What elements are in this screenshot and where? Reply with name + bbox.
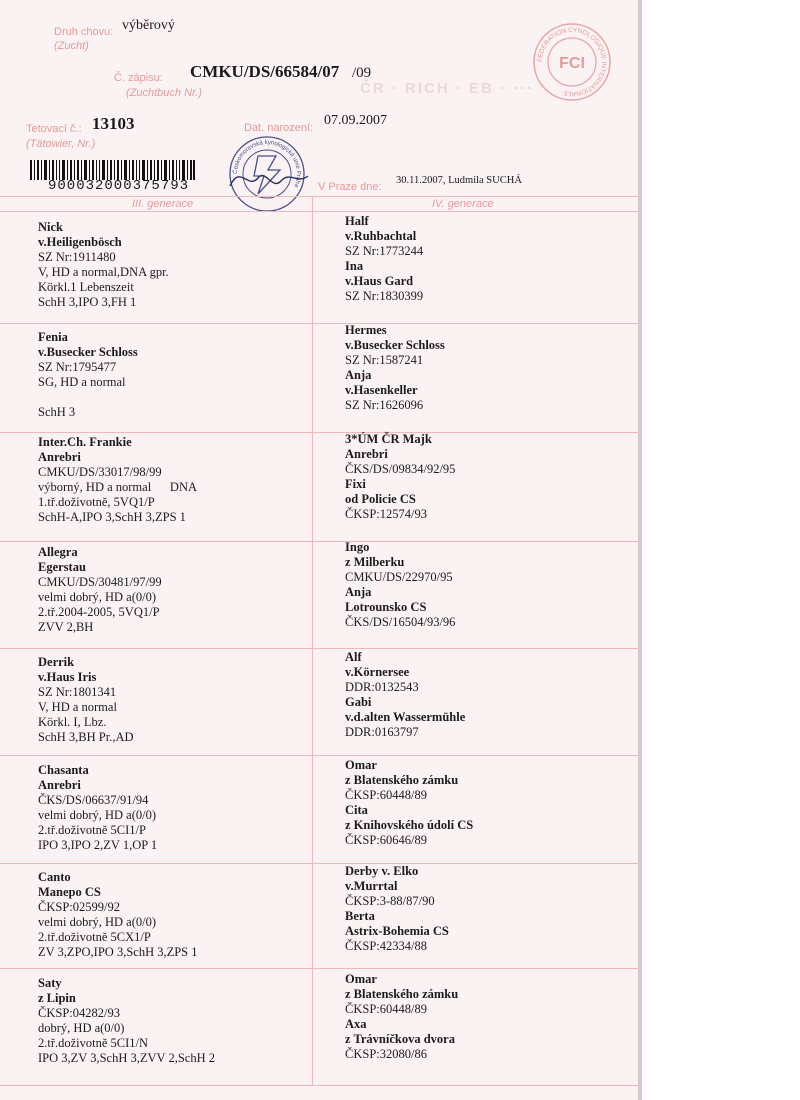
grid-line xyxy=(0,968,638,969)
barcode xyxy=(30,160,195,180)
ancestor-kennel: Anrebri xyxy=(38,778,81,792)
gen4-pair-1 xyxy=(345,214,423,304)
ancestor-reg: CMKU/DS/30481/97/99 xyxy=(38,575,162,589)
grid-line xyxy=(0,1085,638,1086)
sire-kennel: v.Busecker Schloss xyxy=(345,338,445,352)
dam-kennel: v.Hasenkeller xyxy=(345,383,418,397)
page-edge xyxy=(638,0,642,1100)
gen3-ancestor-6 xyxy=(38,763,157,853)
ancestor-rating: výborný, HD a normal DNA xyxy=(38,480,198,494)
ancestor-kennel: v.Haus Iris xyxy=(38,670,97,684)
ancestor-rating: velmi dobrý, HD a(0/0) xyxy=(38,590,157,604)
sire-reg: DDR:0132543 xyxy=(345,680,419,694)
dam-reg: ČKSP:12574/93 xyxy=(345,507,427,521)
gen3-ancestor-2 xyxy=(38,330,138,420)
gen4-pair-3 xyxy=(345,432,455,522)
ancestor-class: Körkl. I, Lbz. xyxy=(38,715,107,729)
ancestor-rating: velmi dobrý, HD a(0/0) xyxy=(38,915,157,929)
grid-line xyxy=(0,323,638,324)
dam-kennel: z Trávníčkova dvora xyxy=(345,1032,455,1046)
druh-chovu-value: výběrový xyxy=(122,18,175,33)
gen3-ancestor-8 xyxy=(38,976,215,1066)
sire-name: Alf xyxy=(345,650,362,664)
grid-line xyxy=(0,196,638,197)
sire-kennel: v.Ruhbachtal xyxy=(345,229,417,243)
gen4-label: IV. generace xyxy=(432,198,494,210)
faint-watermark-text: ČR · RICH · EB · ··· xyxy=(360,80,535,97)
stamp-text: Českomoravská kynologická unie Praha xyxy=(232,139,302,188)
sire-reg: CMKU/DS/22970/95 xyxy=(345,570,453,584)
dam-kennel: v.Haus Gard xyxy=(345,274,414,288)
ancestor-class: Körkl.1 Lebenszeit xyxy=(38,280,134,294)
zapis-label-de: (Zuchtbuch Nr.) xyxy=(126,87,203,99)
sire-reg: SZ Nr:1587241 xyxy=(345,353,424,367)
dam-kennel: v.d.alten Wassermühle xyxy=(345,710,466,724)
tetovaci-label: Tetovací č.: xyxy=(26,123,82,135)
dam-reg: ČKSP:42334/88 xyxy=(345,939,427,953)
gen4-pair-5 xyxy=(345,650,465,740)
fci-seal xyxy=(532,22,612,102)
ancestor-kennel: Egerstau xyxy=(38,560,86,574)
gen4-pair-8 xyxy=(345,972,458,1062)
ancestor-rating: V, HD a normal,DNA gpr. xyxy=(38,265,169,279)
zapis-label: Č. zápisu: xyxy=(114,72,163,84)
ancestor-exams: ZV 3,ZPO,IPO 3,SchH 3,ZPS 1 xyxy=(38,945,198,959)
dam-reg: DDR:0163797 xyxy=(345,725,419,739)
sire-kennel: z Blatenského zámku xyxy=(345,773,459,787)
sire-reg: SZ Nr:1773244 xyxy=(345,244,424,258)
ancestor-rating: velmi dobrý, HD a(0/0) xyxy=(38,808,157,822)
ancestor-name: Saty xyxy=(38,976,62,990)
druh-chovu-label-de: (Zucht) xyxy=(54,40,89,52)
sire-reg: ČKSP:3-88/87/90 xyxy=(345,894,435,908)
ancestor-class xyxy=(38,390,138,405)
dam-reg: SZ Nr:1830399 xyxy=(345,289,424,303)
dam-name: Fixi xyxy=(345,477,366,491)
ancestor-name: Inter.Ch. Frankie xyxy=(38,435,132,449)
gen3-ancestor-7 xyxy=(38,870,198,960)
barcode-number: 900032000375793 xyxy=(48,178,190,194)
ancestor-rating: dobrý, HD a(0/0) xyxy=(38,1021,125,1035)
ancestor-exams: SchH-A,IPO 3,SchH 3,ZPS 1 xyxy=(38,510,186,524)
sire-kennel: v.Körnersee xyxy=(345,665,410,679)
sire-name: Hermes xyxy=(345,323,387,337)
gen3-label: III. generace xyxy=(132,198,194,210)
gen3-ancestor-1 xyxy=(38,220,169,310)
grid-line xyxy=(0,211,638,212)
gen4-pair-4 xyxy=(345,540,455,630)
sire-kennel: Anrebri xyxy=(345,447,388,461)
gen3-ancestor-3 xyxy=(38,435,197,525)
dam-name: Cita xyxy=(345,803,368,817)
ancestor-reg: CMKU/DS/33017/98/99 xyxy=(38,465,162,479)
gen3-ancestor-5 xyxy=(38,655,134,745)
dam-kennel: od Policie CS xyxy=(345,492,416,506)
dam-reg: ČKSP:60646/89 xyxy=(345,833,427,847)
sire-name: Ingo xyxy=(345,540,370,554)
sire-reg: ČKSP:60448/89 xyxy=(345,1002,427,1016)
ancestor-rating: V, HD a normal xyxy=(38,700,117,714)
grid-line xyxy=(0,541,638,542)
ancestor-exams: SchH 3 xyxy=(38,405,76,419)
zapis-value: CMKU/DS/66584/07 xyxy=(190,62,340,81)
ancestor-reg: ČKSP:02599/92 xyxy=(38,900,120,914)
druh-chovu-label: Druh chovu: xyxy=(54,26,114,38)
dam-name: Anja xyxy=(345,585,372,599)
gen4-pair-7 xyxy=(345,864,449,954)
ancestor-name: Chasanta xyxy=(38,763,89,777)
dam-name: Berta xyxy=(345,909,375,923)
dam-name: Gabi xyxy=(345,695,372,709)
sire-kennel: z Blatenského zámku xyxy=(345,987,459,1001)
praze-label: V Praze dne: xyxy=(318,181,382,193)
sire-reg: ČKS/DS/09834/92/95 xyxy=(345,462,456,476)
ancestor-name: Fenia xyxy=(38,330,68,344)
narozeni-label: Dat. narození: xyxy=(244,122,314,134)
ancestor-exams: ZVV 2,BH xyxy=(38,620,94,634)
sire-kennel: v.Murrtal xyxy=(345,879,398,893)
sire-name: Omar xyxy=(345,758,377,772)
grid-line xyxy=(0,863,638,864)
narozeni-value: 07.09.2007 xyxy=(324,113,387,128)
ancestor-reg: ČKS/DS/06637/91/94 xyxy=(38,793,149,807)
sire-kennel: z Milberku xyxy=(345,555,405,569)
dam-kennel: Lotrounsko CS xyxy=(345,600,427,614)
sire-name: Derby v. Elko xyxy=(345,864,419,878)
dam-kennel: z Knihovského údolí CS xyxy=(345,818,474,832)
dam-reg: ČKS/DS/16504/93/96 xyxy=(345,615,456,629)
dam-reg: SZ Nr:1626096 xyxy=(345,398,424,412)
grid-line xyxy=(0,648,638,649)
gen4-pair-6 xyxy=(345,758,473,848)
ancestor-name: Nick xyxy=(38,220,63,234)
ancestor-name: Allegra xyxy=(38,545,78,559)
ancestor-name: Derrik xyxy=(38,655,75,669)
ancestor-rating: SG, HD a normal xyxy=(38,375,126,389)
ancestor-class: 1.tř.doživotně, 5VQ1/P xyxy=(38,495,155,509)
fci-ring-text: FEDERATION CYNOLOGIQUE INTERNATIONALE xyxy=(536,26,608,98)
official-stamp xyxy=(218,134,316,214)
ancestor-reg: ČKSP:04282/93 xyxy=(38,1006,120,1020)
ancestor-kennel: Anrebri xyxy=(38,450,81,464)
dam-kennel: Astrix-Bohemia CS xyxy=(345,924,449,938)
tetovaci-value: 13103 xyxy=(92,114,135,133)
zapis-suffix: /09 xyxy=(352,65,372,81)
dam-name: Anja xyxy=(345,368,372,382)
ancestor-reg: SZ Nr:1911480 xyxy=(38,250,116,264)
ancestor-kennel: v.Heiligenbösch xyxy=(38,235,122,249)
ancestor-reg: SZ Nr:1801341 xyxy=(38,685,117,699)
dam-name: Axa xyxy=(345,1017,367,1031)
dam-name: Ina xyxy=(345,259,364,273)
ancestor-exams: SchH 3,BH Pr.,AD xyxy=(38,730,134,744)
fci-text: FCI xyxy=(559,55,585,72)
ancestor-kennel: Manepo CS xyxy=(38,885,101,899)
ancestor-kennel: v.Busecker Schloss xyxy=(38,345,138,359)
tetovaci-label-de: (Tätowier, Nr.) xyxy=(26,138,96,150)
ancestor-kennel: z Lipin xyxy=(38,991,76,1005)
gen4-pair-2 xyxy=(345,323,445,413)
sire-name: 3*ÚM ČR Majk xyxy=(345,432,432,446)
sire-name: Omar xyxy=(345,972,377,986)
ancestor-class: 2.tř.doživotně 5CX1/P xyxy=(38,930,151,944)
gen3-ancestor-4 xyxy=(38,545,162,635)
sire-name: Half xyxy=(345,214,369,228)
sire-reg: ČKSP:60448/89 xyxy=(345,788,427,802)
ancestor-exams: IPO 3,IPO 2,ZV 1,OP 1 xyxy=(38,838,158,852)
dam-reg: ČKSP:32080/86 xyxy=(345,1047,427,1061)
ancestor-class: 2.tř.doživotně 5CI1/N xyxy=(38,1036,149,1050)
ancestor-name: Canto xyxy=(38,870,71,884)
ancestor-exams: IPO 3,ZV 3,SchH 3,ZVV 2,SchH 2 xyxy=(38,1051,215,1065)
column-divider xyxy=(312,196,313,1086)
ancestor-class: 2.tř.doživotně 5CI1/P xyxy=(38,823,146,837)
ancestor-reg: SZ Nr:1795477 xyxy=(38,360,117,374)
praze-value: 30.11.2007, Ludmila SUCHÁ xyxy=(396,175,522,186)
ancestor-class: 2.tř.2004-2005, 5VQ1/P xyxy=(38,605,160,619)
grid-line xyxy=(0,432,638,433)
grid-line xyxy=(0,755,638,756)
ancestor-exams: SchH 3,IPO 3,FH 1 xyxy=(38,295,137,309)
